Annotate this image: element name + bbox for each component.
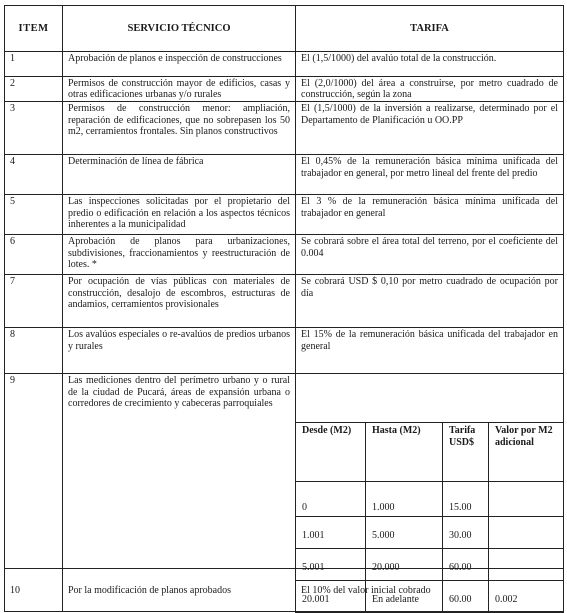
ranges-row — [296, 482, 564, 517]
ranges-cell — [489, 516, 564, 548]
ranges-cell: 5.001 — [296, 548, 366, 580]
tarifa-cell: El 3 % de la remuneración básica mínima unificada del trabajador en general — [296, 195, 564, 235]
table-row — [5, 328, 564, 374]
ranges-cell: 20.001 — [296, 580, 366, 612]
servicio-cell: Permisos de construcción mayor de edificios, casas y otras edificaciones urbanas y/o rurales — [63, 77, 296, 102]
item-number: 10 — [5, 569, 63, 612]
servicio-cell: Por ocupación de vías públicas con materiales de construcción, desalojo de escombros, estructuras de andamios, cerramientos provisionales — [63, 275, 296, 328]
tarifa-cell: Se cobrará USD $ 0,10 por metro cuadrado de ocupación por día — [296, 275, 564, 328]
ranges-cell: 20.000 — [366, 548, 443, 580]
tarifa-cell: El (1,5/1000) de la inversión a realizarse, determinado por el Departamento de Planificación u OO.PP — [296, 102, 564, 155]
ranges-cell: 0 — [296, 482, 366, 517]
servicio-cell: Las inspecciones solicitadas por el propietario del predio o edificación en relación a los aspectos técnicos inherentes a la municipalidad — [63, 195, 296, 235]
servicio-cell: Por la modificación de planos aprobados — [63, 569, 296, 612]
item-number: 2 — [5, 77, 63, 102]
table-row — [5, 235, 564, 275]
ranges-header: Valor por M2 adicional — [489, 423, 564, 482]
table-row — [5, 275, 564, 328]
ranges-cell: 5.000 — [366, 516, 443, 548]
ranges-header: Tarifa USD$ — [443, 423, 489, 482]
ranges-cell: 15.00 — [443, 482, 489, 517]
header-row — [5, 6, 564, 52]
servicio-cell: Aprobación de planos e inspección de construcciones — [63, 52, 296, 77]
ranges-cell: 0.002 — [489, 580, 564, 612]
tarifa-cell: El 10% del valor inicial cobrado — [296, 569, 564, 612]
item-number: 8 — [5, 328, 63, 374]
table-row — [5, 77, 564, 102]
tarifa-cell: El 15% de la remuneración básica unificada del trabajador en general — [296, 328, 564, 374]
item-number: 7 — [5, 275, 63, 328]
ranges-header: Hasta (M2) — [366, 423, 443, 482]
header-item: ITEM — [5, 6, 63, 52]
tarifa-cell: El 0,45% de la remuneración básica mínima unificada del trabajador en general, por metro lineal del frente del predio — [296, 155, 564, 195]
ranges-cell: 30.00 — [443, 516, 489, 548]
item-number: 6 — [5, 235, 63, 275]
table-row — [5, 155, 564, 195]
ranges-cell: 60.00 — [443, 580, 489, 612]
tariff-table — [4, 5, 564, 612]
item-number: 1 — [5, 52, 63, 77]
ranges-header: Desde (M2) — [296, 423, 366, 482]
ranges-header-row — [296, 423, 564, 482]
tarifa-cell: El (1,5/1000) del avalúo total de la construcción. — [296, 52, 564, 77]
table-row — [5, 102, 564, 155]
ranges-cell: En adelante — [366, 580, 443, 612]
tariff-ranges-table — [295, 422, 564, 613]
ranges-cell — [489, 548, 564, 580]
servicio-cell: Las mediciones dentro del perímetro urbano y o rural de la ciudad de Pucará, áreas de expansión urbana o corredores de crecimiento y cabeceras parroquiales — [63, 374, 296, 569]
item-number: 3 — [5, 102, 63, 155]
ranges-cell: 60.00 — [443, 548, 489, 580]
ranges-cell: 1.001 — [296, 516, 366, 548]
ranges-row — [296, 516, 564, 548]
item-number: 4 — [5, 155, 63, 195]
tarifa-cell: El (2,0/1000) del área a construirse, por metro cuadrado de construcción, según la zona — [296, 77, 564, 102]
table-row — [5, 195, 564, 235]
table-row — [5, 52, 564, 77]
ranges-cell: 1.000 — [366, 482, 443, 517]
header-servicio: SERVICIO TÉCNICO — [63, 6, 296, 52]
ranges-row — [296, 548, 564, 580]
item-number: 9 — [5, 374, 63, 569]
ranges-cell — [489, 482, 564, 517]
ranges-row — [296, 580, 564, 612]
servicio-cell: Aprobación de planos para urbanizaciones, subdivisiones, fraccionamientos y reestructuración de lotes. * — [63, 235, 296, 275]
servicio-cell: Permisos de construcción menor: ampliación, reparación de edificaciones, que no sobrepasen los 50 m2, cerramientos frontales. Sin planos constructivos — [63, 102, 296, 155]
servicio-cell: Los avalúos especiales o re-avalúos de predios urbanos y rurales — [63, 328, 296, 374]
item-number: 5 — [5, 195, 63, 235]
tarifa-cell: Se cobrará sobre el área total del terreno, por el coeficiente del 0.004 — [296, 235, 564, 275]
servicio-cell: Determinación de línea de fábrica — [63, 155, 296, 195]
table-row — [5, 374, 564, 569]
header-tarifa: TARIFA — [296, 6, 564, 52]
